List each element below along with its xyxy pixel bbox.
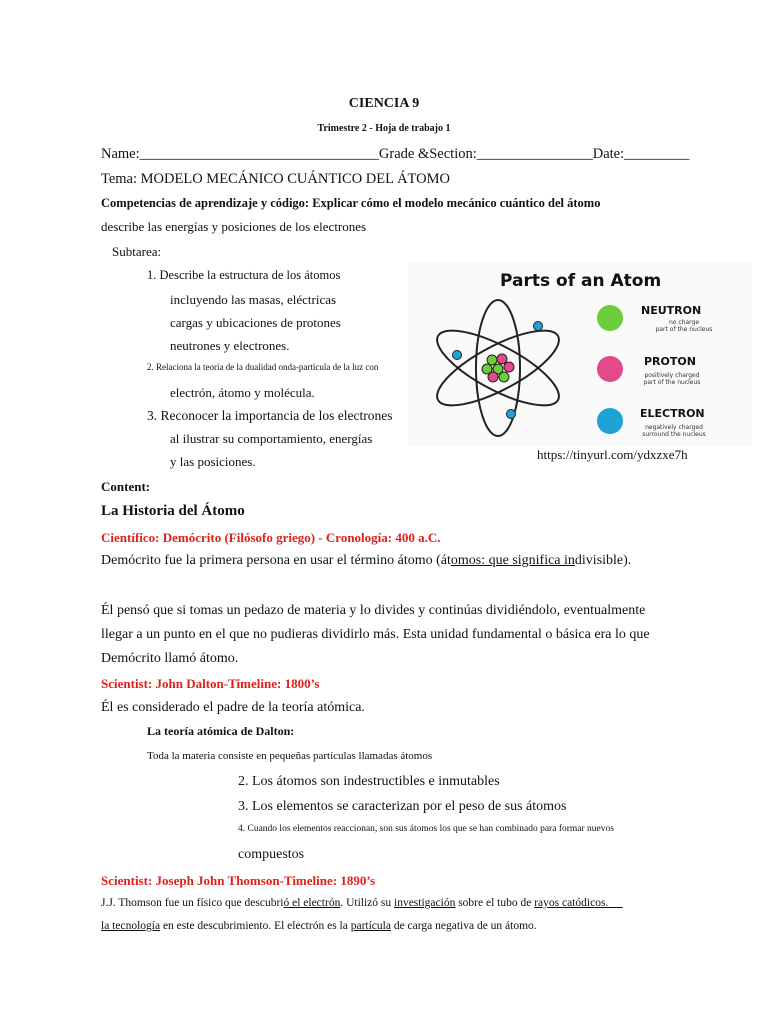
page-subtitle: Trimestre 2 - Hoja de trabajo 1 xyxy=(317,123,451,134)
electron-desc-2: surround the nucleus xyxy=(642,431,706,438)
neutron-label: NEUTRON xyxy=(641,304,702,317)
democrito-paragraph-2-line-2: llegar a un punto en el que no pudieras dividirlo más. Esta unidad fundamental o básica era lo que xyxy=(101,627,650,642)
subtarea-item-1-line-2: incluyendo las masas, eléctricas xyxy=(170,292,337,307)
democrito-heading: Científico: Demócrito (Filósofo griego) - Cronología: 400 a.C. xyxy=(101,530,441,545)
electron-label: ELECTRON xyxy=(640,407,705,420)
democrito-p1-part-c: divisible). xyxy=(574,553,632,568)
thomson-l2-b: en este descubrimiento. El electrón es la xyxy=(160,920,351,932)
proton-particle xyxy=(497,354,507,364)
content-label: Content: xyxy=(101,479,151,494)
neutron-desc-1: no charge xyxy=(668,319,700,326)
dalton-item-2: 2. Los átomos son indestructibles e inmutables xyxy=(238,774,500,789)
subtarea-item-1-line-4: neutrones y electrones. xyxy=(170,338,290,353)
dalton-item-4-line-2: compuestos xyxy=(238,847,305,862)
electron-legend-dot xyxy=(597,408,623,434)
subtarea-item-2-line-2: electrón, átomo y molécula. xyxy=(170,385,315,400)
dalton-paragraph: Él es considerado el padre de la teoría atómica. xyxy=(101,700,365,715)
thomson-heading: Scientist: Joseph John Thomson-Timeline: 1890’s xyxy=(101,873,376,888)
democrito-paragraph-2-line-1: Él pensó que si tomas un pedazo de materia y lo divides y continúas dividiéndolo, eventualmente xyxy=(101,603,646,618)
subtarea-item-1-line-3: cargas y ubicaciones de protones xyxy=(170,315,341,330)
name-grade-date-line: Name:_________________________________Grade &Section:________________Date:_________ xyxy=(101,146,690,162)
proton-legend-dot xyxy=(597,356,623,382)
democrito-paragraph-1 xyxy=(101,553,631,569)
legend-neutron xyxy=(597,304,712,333)
figure-title: Parts of an Atom xyxy=(500,271,662,291)
electron-particle xyxy=(507,410,516,419)
thomson-l2-d: de carga negativa de un átomo. xyxy=(390,920,537,932)
thomson-line-2 xyxy=(101,920,537,932)
subtarea-label: Subtarea: xyxy=(112,244,162,259)
dalton-theory-title: La teoría atómica de Dalton: xyxy=(147,724,295,738)
proton-particle xyxy=(488,372,498,382)
democrito-p1-underlined: omos: que significa in xyxy=(450,553,575,568)
democrito-paragraph-2-line-3: Demócrito llamó átomo. xyxy=(101,651,239,666)
electron-desc-1: negatively charged xyxy=(645,424,703,431)
nucleus xyxy=(482,354,514,382)
thomson-l1-f: rayos catódicos. xyxy=(534,897,623,909)
dalton-item-1: Toda la materia consiste en pequeñas partículas llamadas átomos xyxy=(147,750,433,762)
parts-of-atom-figure xyxy=(408,262,752,446)
competencias-label: Competencias de aprendizaje y código: Explicar cómo el modelo mecánico cuántico del átomo xyxy=(101,196,601,210)
dalton-heading: Scientist: John Dalton-Timeline: 1800’s xyxy=(101,676,320,691)
neutron-legend-dot xyxy=(597,305,623,331)
proton-desc-2: part of the nucleus xyxy=(643,379,701,386)
dalton-item-4-line-1: 4. Cuando los elementos reaccionan, son sus átomos los que se han combinado para formar nuevos xyxy=(238,824,614,834)
legend-electron xyxy=(597,407,706,438)
thomson-l2-a: la tecnología xyxy=(101,920,161,932)
electron-particle xyxy=(534,322,543,331)
subtarea-item-3-line-3: y las posiciones. xyxy=(170,454,256,469)
subtarea-item-3-line-2: al ilustrar su comportamiento, energías xyxy=(170,431,373,446)
history-title: La Historia del Átomo xyxy=(101,503,245,519)
neutron-particle xyxy=(499,372,509,382)
figure-source-link[interactable]: https://tinyurl.com/ydxzxe7h xyxy=(537,447,688,462)
tema-line: Tema: MODELO MECÁNICO CUÁNTICO DEL ÁTOMO xyxy=(101,171,450,187)
thomson-l1-b: ó el electrón xyxy=(283,897,341,909)
electron-particle xyxy=(453,351,462,360)
thomson-l1-a: J.J. Thomson fue un físico que descubri xyxy=(101,897,284,909)
thomson-l1-c: . Utilizó su xyxy=(340,897,394,909)
subtarea-item-2-line-1: 2. Relaciona la teoría de la dualidad onda-partícula de la luz con xyxy=(147,362,379,372)
thomson-line-1 xyxy=(101,897,623,909)
page-title: CIENCIA 9 xyxy=(348,96,420,111)
subtarea-item-1-line-1: 1. Describe la estructura de los átomos xyxy=(147,268,341,282)
neutron-particle xyxy=(487,355,497,365)
dalton-item-3: 3. Los elementos se caracterizan por el peso de sus átomos xyxy=(238,799,567,814)
atom-illustration xyxy=(428,300,569,436)
competencias-continuation: describe las energías y posiciones de los electrones xyxy=(101,219,367,234)
thomson-l2-c: partícula xyxy=(350,920,391,932)
proton-particle xyxy=(504,362,514,372)
democrito-p1-part-a: Demócrito fue la primera persona en usar el término átomo (át xyxy=(101,553,451,568)
legend-proton xyxy=(597,355,700,386)
thomson-l1-d: investigación xyxy=(394,897,456,909)
neutron-desc-2: part of the nucleus xyxy=(655,326,713,333)
thomson-l1-e: sobre el tubo de xyxy=(455,897,535,909)
proton-label: PROTON xyxy=(644,355,696,368)
proton-desc-1: positively charged xyxy=(644,372,700,379)
subtarea-item-3-line-1: 3. Reconocer la importancia de los electrones xyxy=(147,408,393,423)
